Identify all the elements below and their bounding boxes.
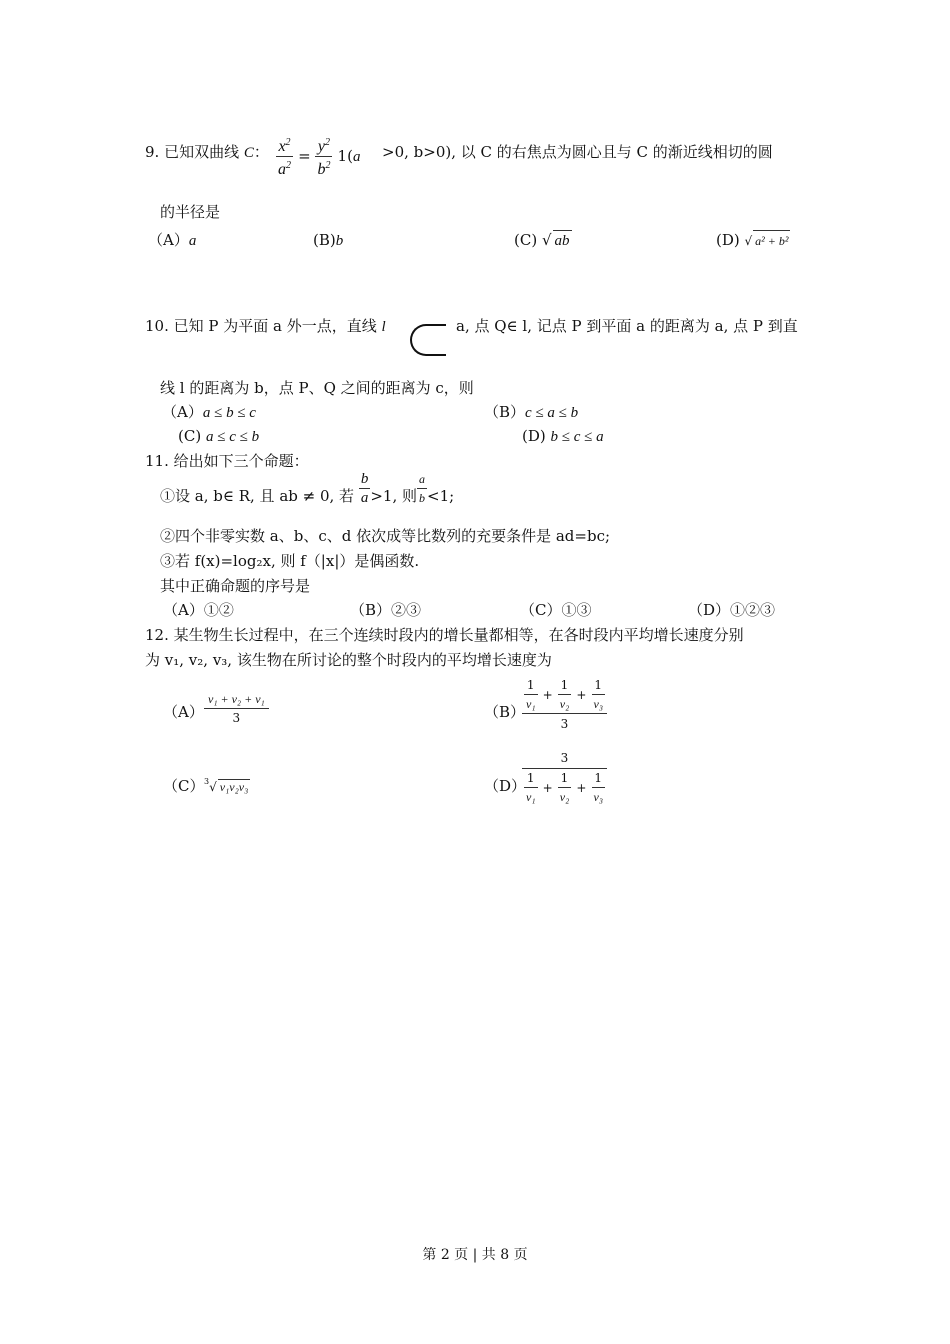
q9-option-d: (D) √ a² + b² [716,231,789,249]
q9-option-c: (C) √ ab [514,231,570,249]
q10-cont: 线 l 的距离为 b，点 P、Q 之间的距离为 c，则 [160,379,474,397]
q12-option-b-frac: $\frac{1}{\text{v₁}}$ + $\frac{1}{\text{v₂}}$ + $\frac{1}{\text{v₃}}$ 3 [522,676,607,734]
q11-ask: 其中正确命题的序号是 [160,577,311,595]
q11-proposition-3: ③若 f(x)=log₂x, 则 f（|x|）是偶函数. [160,552,420,570]
q10-option-c: (C) a ≤ c ≤ b [178,427,260,445]
q10-after: a, 点 Q∈ l, 记点 P 到平面 a 的距离为 a, 点 P 到直 [456,317,798,335]
q9-option-a: （A）a [148,231,197,249]
q12-option-d-label: （D） [484,777,527,795]
q11-option-d: （D）①②③ [688,601,776,619]
q10-lead: 10. 已知 P 为平面 a 外一点，直线 l [145,317,386,335]
q10-option-d: (D) b ≤ c ≤ a [522,427,604,445]
q12-option-c-label: （C） [163,777,205,795]
frac-x2-a2: $\frac{x^2}{a^2}$ [276,134,293,179]
q11-option-c: （C）①③ [520,601,592,619]
q10-option-b: （B）c ≤ a ≤ b [484,403,579,421]
q11-proposition-2: ②四个非零实数 a、b、c、d 依次成等比数列的充要条件是 ad=bc; [160,527,611,545]
q12-option-c-root: $^3$√ v₁v₂v₃ [204,777,249,794]
q12-line2: 为 v₁, v₂, v₃, 该生物在所讨论的整个时段内的平均增长速度为 [145,651,552,669]
q9-equation: $\frac{x^2}{a^2}$ = $\frac{y^2}{b^2}$ 1(a [276,134,360,179]
frac-y2-b2: $\frac{y^2}{b^2}$ [315,134,332,179]
q11-option-b: （B）②③ [350,601,422,619]
page-footer: 第 2 页 | 共 8 页 [422,1247,528,1263]
q12-option-a-label: （A） [163,703,204,721]
q10-option-a: （A）a ≤ b ≤ c [162,403,256,421]
q9-lead: 9. 已知双曲线 C： [145,143,269,161]
q12-option-b-label: （B） [484,703,526,721]
q9-condition: >0, b>0), 以 C 的右焦点为圆心且与 C 的渐近线相切的圆 [382,143,773,161]
q12-line1: 12. 某生物生长过程中，在三个连续时段内的增长量都相等，在各时段内平均增长速度分别 [145,626,744,644]
q12-option-a-frac: $\frac{\text{v₁ + v₂ + v₁}}{3}$ [204,690,269,727]
q11-option-a: （A）①② [163,601,234,619]
q12-option-d-frac: 3 $\frac{1}{\text{v₁}}$ + $\frac{1}{\text{v₂}}$ + $\frac{1}{\text{v₃}}$ [522,748,607,806]
frac-b-a: $\frac{b}{a}$ [360,470,369,506]
q9-cont: 的半径是 [160,203,221,221]
q9-option-b: (B)b [313,231,344,249]
q11-lead: 11. 给出如下三个命题： [145,452,309,470]
q11-proposition-1: ①设 a, b∈ R, 且 ab ≠ 0, 若 $\frac{b}{a}$ >1, 则 $\frac{a}{b}$ <1; [160,470,455,506]
frac-a-b: $\frac{a}{b}$ [419,471,425,505]
subset-symbol [410,324,446,356]
